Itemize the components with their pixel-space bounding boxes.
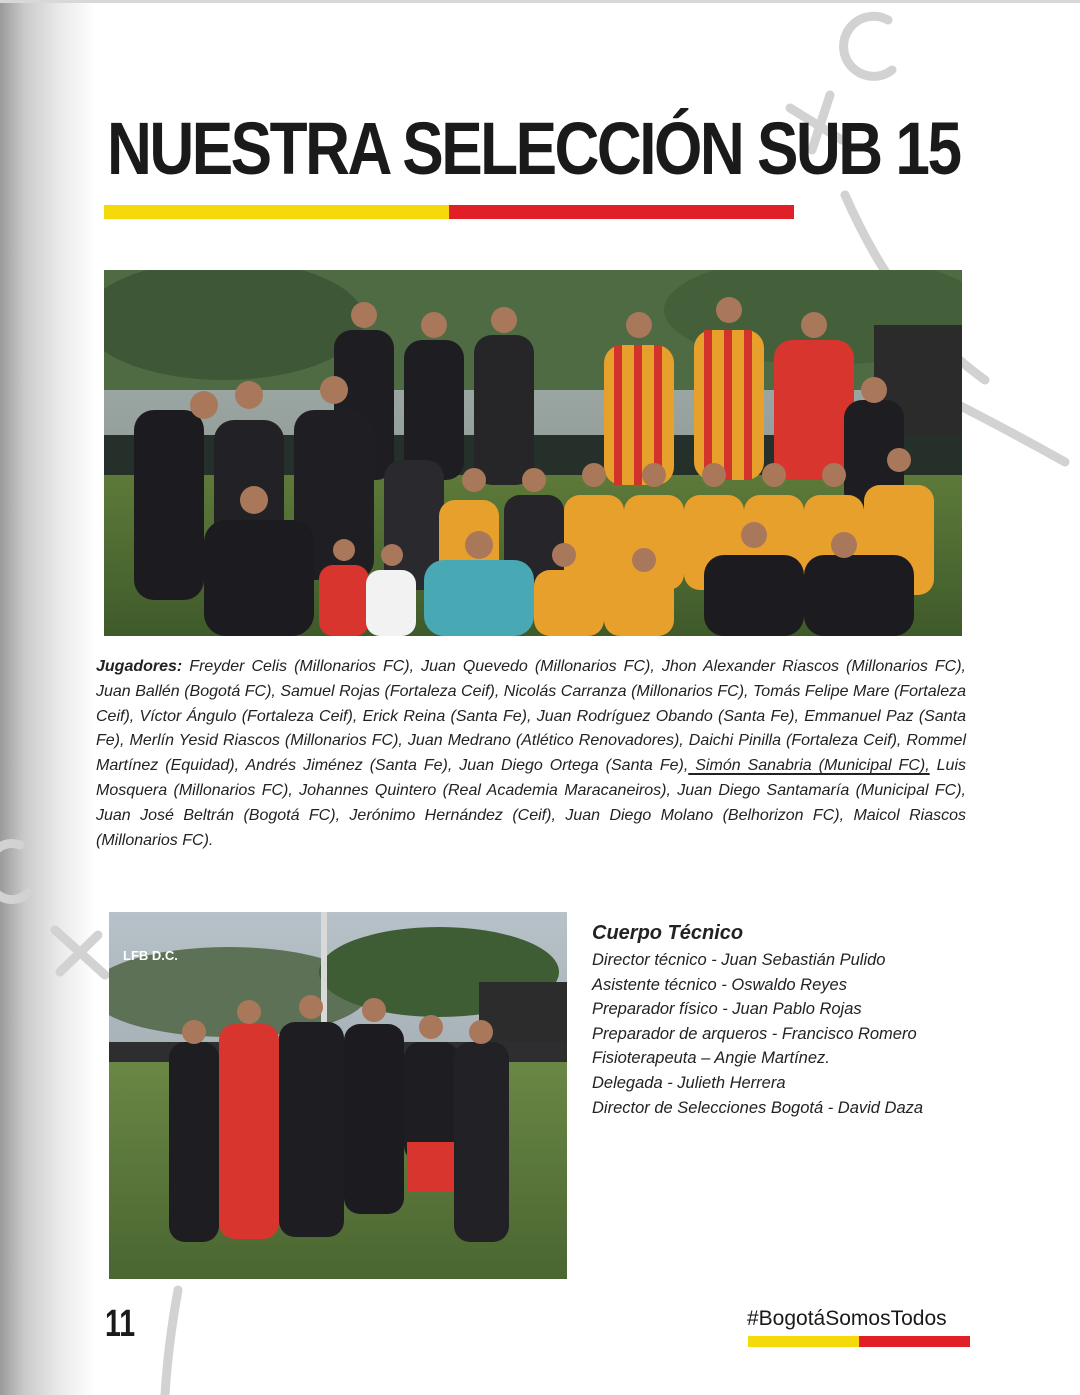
staff-member: Preparador de arqueros - Francisco Romero	[592, 1024, 917, 1043]
staff-member: Fisioterapeuta – Angie Martínez.	[592, 1049, 830, 1068]
staff-member: Director de Selecciones Bogotá - David Daza	[592, 1098, 924, 1117]
staff-heading: Cuerpo Técnico	[592, 922, 744, 944]
staff-photo	[109, 912, 567, 1279]
players-label: Jugadores:	[96, 658, 183, 675]
players-text-part2: Luis Mosquera (Millonarios FC), Johannes Quintero (Real Academia Maracaneiros), Juan Diego Santamaría (Municipal FC), Juan José Beltrán (Bogotá FC), Jerónimo Hernández (Ceif), Juan Diego Molano (Belhorizon FC), Maicol Riascos (Millonarios FC).	[96, 757, 967, 849]
players-text-part1: Freyder Celis (Millonarios FC), Juan Quevedo (Millonarios FC), Jhon Alexander Riascos (Millonarios FC), Juan Ballén (Bogotá FC), Samuel Rojas (Fortaleza Ceif), Nicolás Carranza (Millonarios FC), Tomás Felipe Mare (Fortaleza Ceif), Víctor Ángulo (Fortaleza Ceif), Erick Reina (Santa Fe), Juan Rodríguez Obando (Santa Fe), Emmanuel Paz (Santa Fe), Merlín Yesid Riascos (Millonarios FC), Juan Medrano (Atlético Renovadores), Daichi Pinilla (Fortaleza Ceif), Rommel Martínez (Equidad), Andrés Jiménez (Santa Fe), Juan Diego Ortega (Santa Fe),	[96, 658, 966, 775]
title-bar-yellow	[104, 205, 449, 219]
page-title: NUESTRA SELECCIÓN SUB 15	[107, 107, 960, 190]
staff-member: Director técnico - Juan Sebastián Pulido	[592, 951, 886, 969]
staff-member: Delegada - Julieth Herrera	[592, 1073, 786, 1092]
title-color-bar	[104, 205, 794, 219]
page-number: 11	[105, 1303, 136, 1345]
footer-color-bar	[748, 1336, 970, 1347]
staff-list	[592, 948, 1012, 1120]
page-top-edge	[0, 0, 1080, 3]
team-photo	[104, 270, 962, 636]
coaching-staff	[592, 922, 1012, 1120]
photo-watermark: LFB D.C.	[123, 948, 178, 963]
players-list	[96, 655, 966, 853]
title-bar-red	[449, 205, 794, 219]
footer-bar-red	[859, 1336, 970, 1347]
page-fold-shadow	[0, 0, 95, 1395]
footer-bar-yellow	[748, 1336, 859, 1347]
footer-hashtag: #BogotáSomosTodos	[747, 1307, 947, 1330]
players-underlined-name: Simón Sanabria (Municipal FC),	[688, 757, 930, 775]
staff-member: Asistente técnico - Oswaldo Reyes	[592, 975, 847, 994]
staff-member: Preparador físico - Juan Pablo Rojas	[592, 1000, 862, 1019]
